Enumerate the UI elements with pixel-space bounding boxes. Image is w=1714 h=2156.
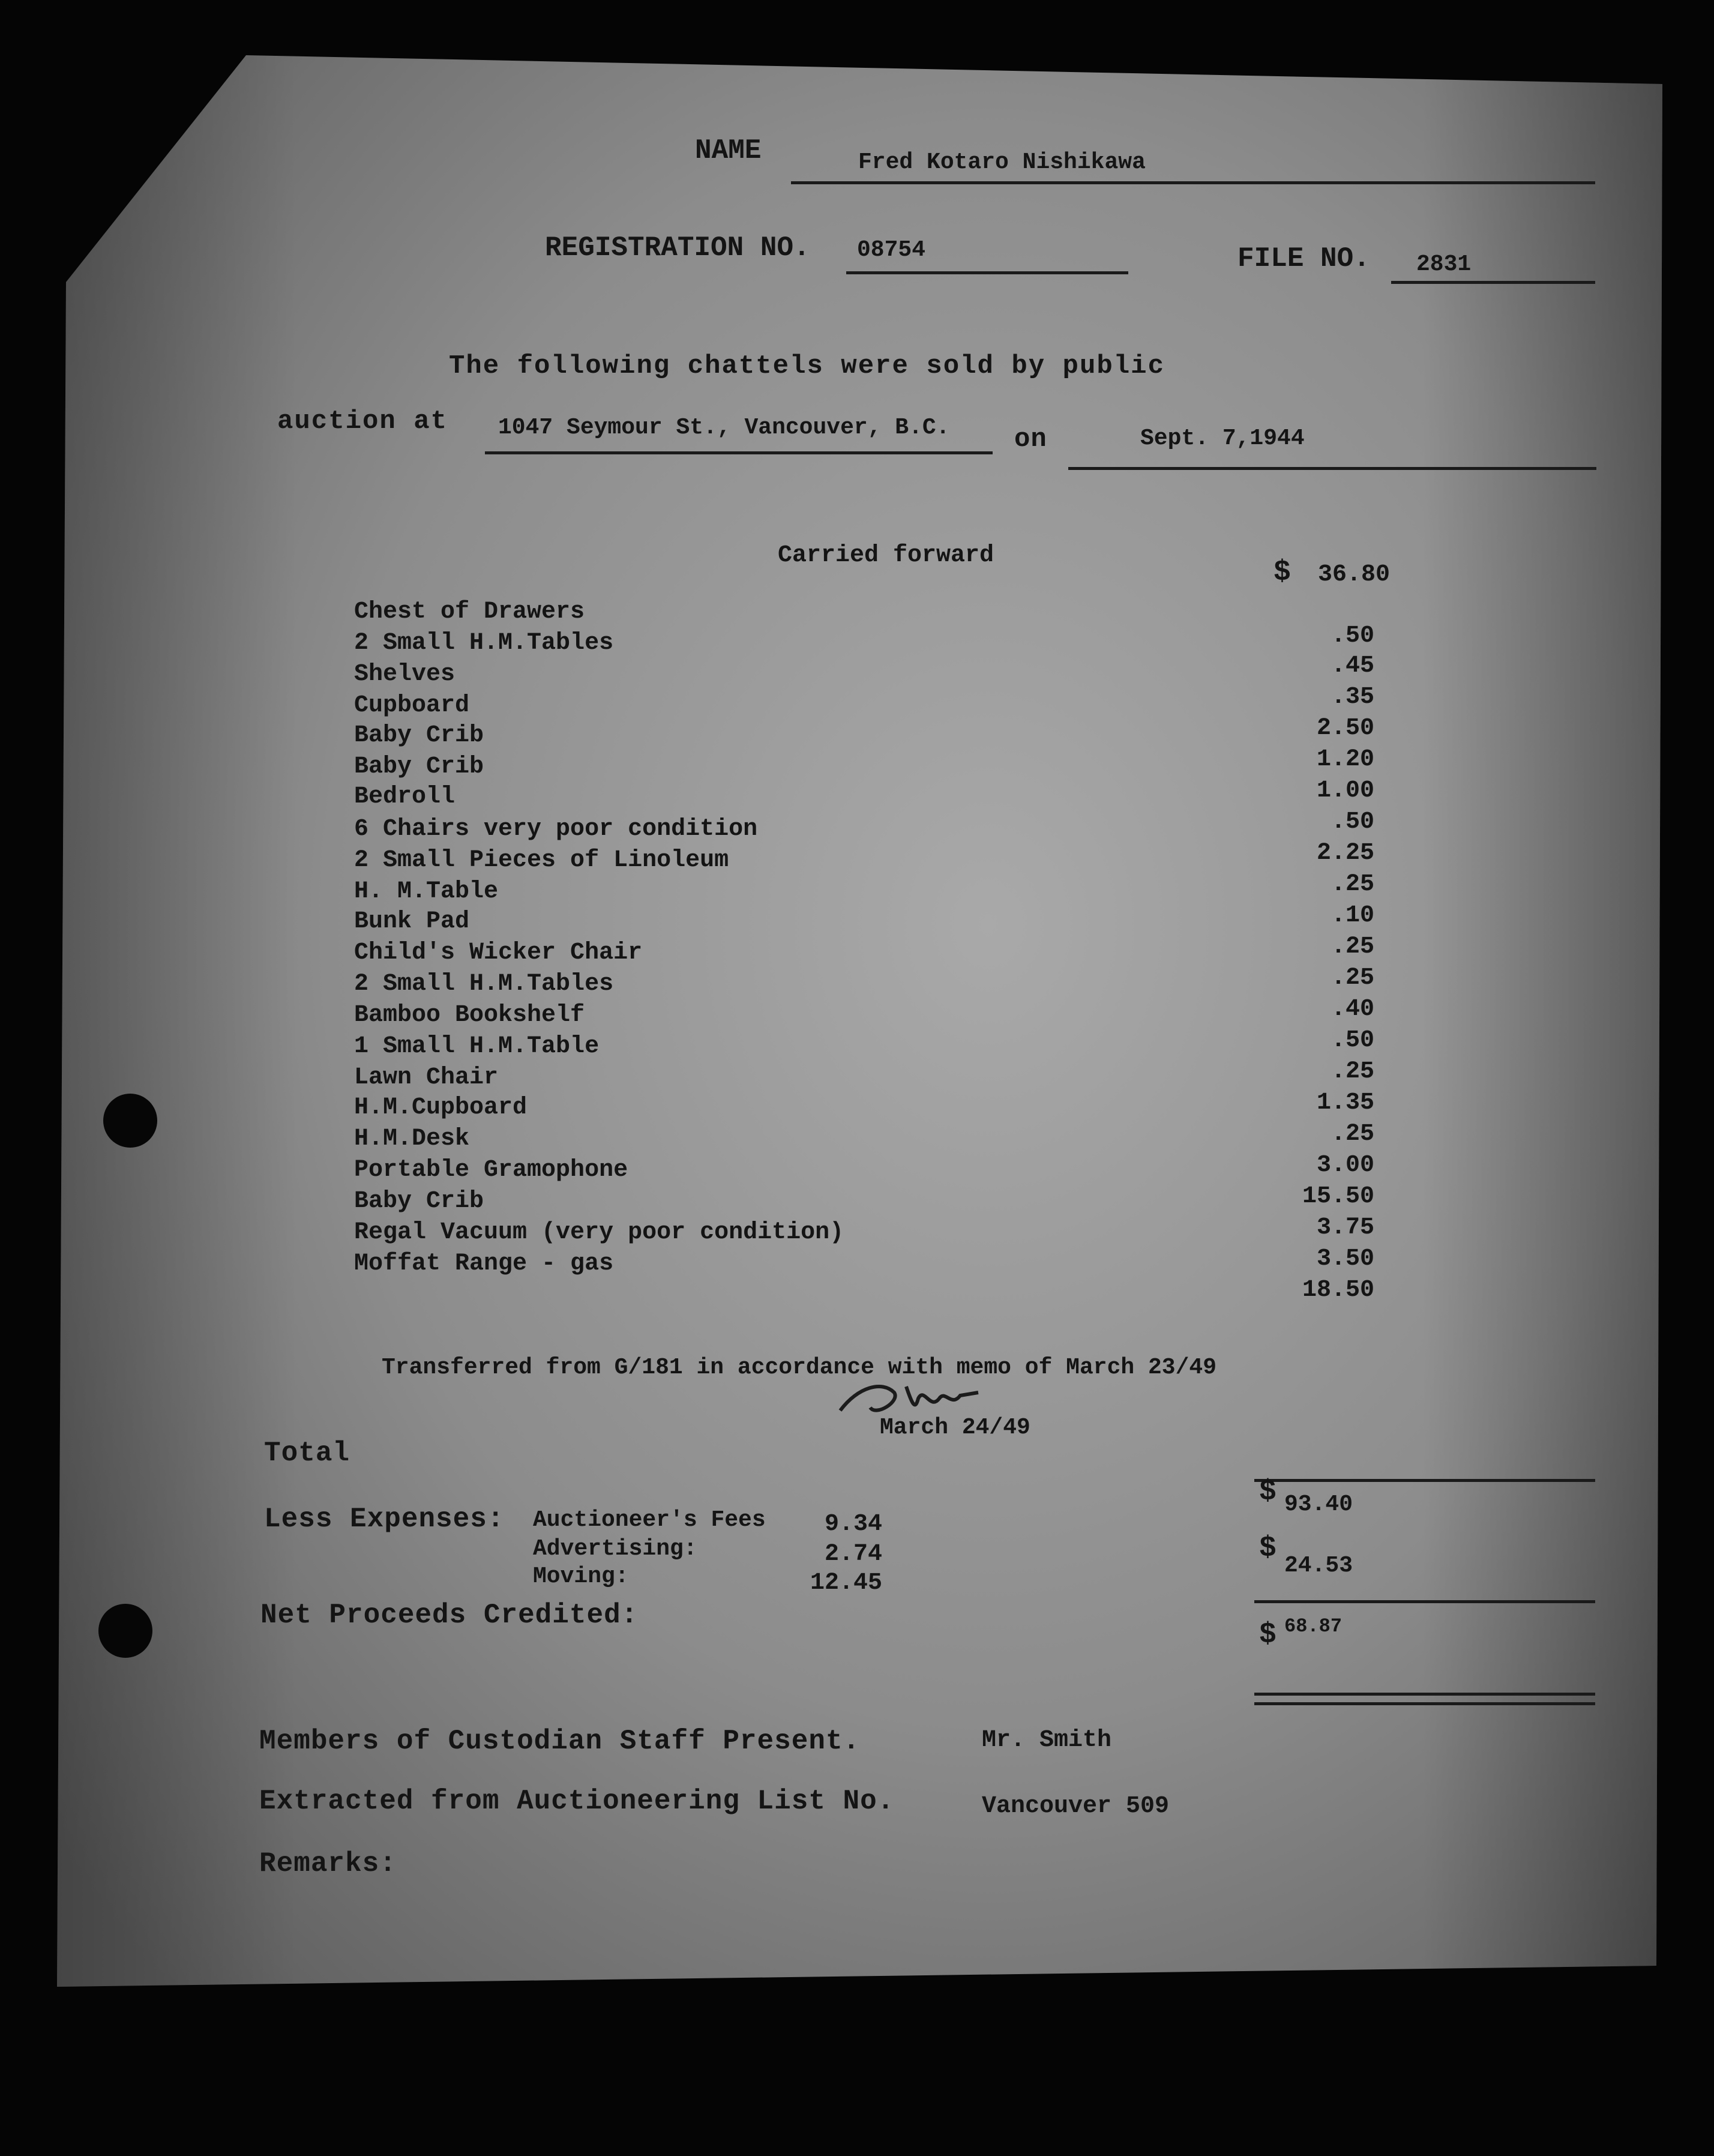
punch-hole-top [103,1094,157,1148]
initials-date: March 24/49 [880,1415,1030,1441]
item-amount: .10 [1331,902,1374,929]
item-amount: 3.75 [1316,1214,1374,1241]
file-underline [1391,281,1595,284]
name-label: NAME [695,135,762,166]
item-amount: 1.00 [1316,777,1374,804]
net-double-rule-bottom [1254,1702,1595,1705]
item-amount: 1.35 [1316,1089,1374,1116]
expense-label: Auctioneer's Fees [533,1507,766,1533]
list-item: Bamboo Bookshelf [354,1002,585,1029]
item-amount: .25 [1331,1058,1374,1085]
net-currency: $ [1259,1619,1276,1651]
list-item: Regal Vacuum (very poor condition) [354,1219,844,1246]
registration-underline [846,271,1128,274]
file-value: 2831 [1416,251,1472,277]
item-amount: .35 [1331,684,1374,711]
item-amount: .25 [1331,871,1374,898]
item-amount: .40 [1331,996,1374,1023]
item-amount: 18.50 [1302,1277,1374,1304]
on-label: on [1014,424,1047,454]
registration-label: REGISTRATION NO. [545,232,810,263]
total-label: Total [264,1438,350,1469]
list-item: Moffat Range - gas [354,1250,614,1277]
expenses-rule [1254,1600,1595,1603]
list-item: Baby Crib [354,1188,484,1215]
remarks-label: Remarks: [259,1848,397,1879]
intro-line: The following chattels were sold by public [449,351,1165,381]
carried-forward-currency: $ [1273,556,1291,589]
item-amount: .50 [1331,1027,1374,1054]
expense-amount: 12.45 [810,1570,882,1597]
list-item: Shelves [354,661,456,688]
auction-at-label: auction at [277,406,448,436]
registration-value: 08754 [857,237,926,263]
list-item: H. M.Table [354,878,499,905]
total-top-rule [1254,1479,1595,1482]
name-value: Fred Kotaro Nishikawa [858,149,1146,175]
expense-amount: 9.34 [824,1511,882,1538]
net-double-rule-top [1254,1693,1595,1696]
list-item: Baby Crib [354,753,484,780]
list-item: Lawn Chair [354,1064,499,1091]
list-item: Child's Wicker Chair [354,939,643,966]
list-item: Baby Crib [354,722,484,749]
file-label: FILE NO. [1237,243,1370,274]
location-underline [485,451,993,454]
list-item: 2 Small H.M.Tables [354,630,614,657]
total-currency: $ [1259,1476,1276,1508]
item-amount: 2.50 [1316,715,1374,742]
net-amount: 68.87 [1284,1615,1343,1637]
list-item: Chest of Drawers [354,598,585,625]
total-amount: 93.40 [1284,1492,1353,1517]
item-amount: .50 [1331,622,1374,649]
less-expenses-label: Less Expenses: [264,1504,505,1535]
date-underline [1068,467,1596,470]
expense-label: Moving: [533,1564,629,1589]
item-amount: 3.50 [1316,1245,1374,1272]
auction-date: Sept. 7,1944 [1140,426,1305,451]
item-amount: 2.25 [1316,840,1374,867]
item-amount: 15.50 [1302,1183,1374,1210]
punch-hole-bottom [98,1604,152,1658]
staff-label: Members of Custodian Staff Present. [259,1726,861,1757]
extracted-label: Extracted from Auctioneering List No. [259,1786,895,1817]
expenses-currency: $ [1259,1532,1276,1565]
list-item: Cupboard [354,692,470,719]
list-item: 2 Small Pieces of Linoleum [354,847,729,874]
item-amount: .45 [1331,652,1374,679]
item-amount: .25 [1331,965,1374,992]
name-underline [791,181,1595,184]
staff-value: Mr. Smith [982,1727,1112,1754]
extracted-value: Vancouver 509 [982,1793,1170,1820]
item-amount: 3.00 [1316,1152,1374,1179]
list-item: 2 Small H.M.Tables [354,971,614,998]
list-item: Bunk Pad [354,908,470,935]
list-item: Portable Gramophone [354,1157,628,1184]
item-amount: .50 [1331,808,1374,836]
net-proceeds-label: Net Proceeds Credited: [260,1600,639,1631]
expense-amount: 2.74 [824,1541,882,1568]
carried-forward-label: Carried forward [778,542,994,569]
carried-forward-amount: 36.80 [1318,561,1391,588]
expenses-total: 24.53 [1284,1553,1353,1579]
list-item: H.M.Desk [354,1125,470,1152]
item-amount: 1.20 [1316,746,1374,773]
auction-location: 1047 Seymour St., Vancouver, B.C. [498,415,950,441]
transfer-note: Transferred from G/181 in accordance with memo of March 23/49 [382,1355,1217,1381]
item-amount: .25 [1331,933,1374,960]
list-item: Bedroll [354,783,456,810]
expense-label: Advertising: [533,1536,697,1562]
list-item: 6 Chairs very poor condition [354,816,758,843]
item-amount: .25 [1331,1121,1374,1148]
list-item: H.M.Cupboard [354,1094,528,1121]
paper-shading [57,55,1662,1987]
list-item: 1 Small H.M.Table [354,1033,600,1060]
